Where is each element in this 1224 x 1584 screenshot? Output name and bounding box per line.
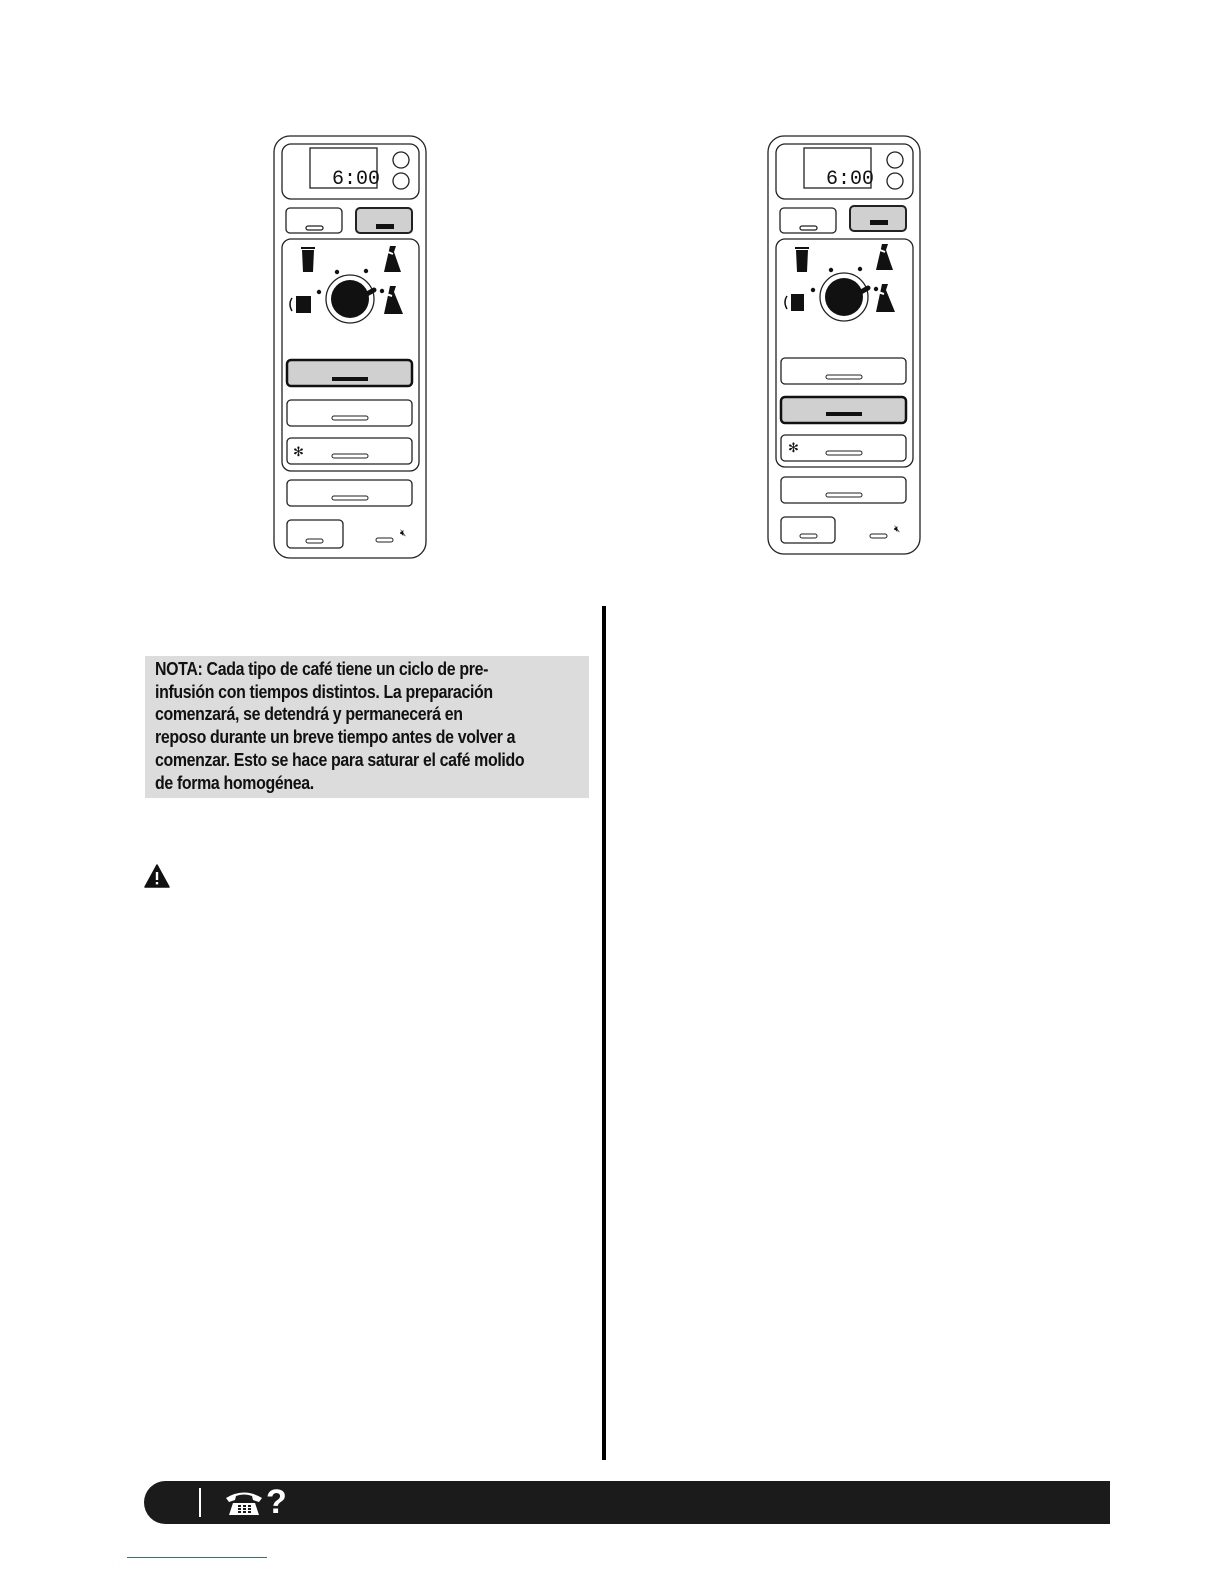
- mute-symbol: 🔇︎: [400, 528, 407, 539]
- display-time-text: 6:00: [332, 168, 381, 191]
- option-rows: [287, 360, 412, 548]
- note-line: comenzar. Esto se hace para saturar el café molido: [155, 748, 525, 770]
- option-row-2: [287, 400, 412, 426]
- note-box: [145, 656, 589, 798]
- control-panel-illustration-right: [766, 134, 924, 562]
- top-left-indicator: [306, 226, 323, 230]
- control-panel-illustration-left: [272, 134, 430, 562]
- display-time-text: 6:00: [826, 168, 875, 191]
- option-row-2-highlighted: [781, 397, 906, 423]
- help-glyph: ?: [266, 1483, 287, 1521]
- note-line: reposo durante un breve tiempo antes de volver a: [155, 726, 516, 748]
- warning-icon: [144, 864, 170, 888]
- ice-symbol: ✻: [293, 445, 304, 460]
- option-rows: [781, 358, 906, 543]
- size-selector: [785, 244, 895, 321]
- bottom-button: [287, 520, 343, 548]
- option-row-3: [287, 438, 412, 464]
- svg-text:🔇︎: 🔇︎: [894, 524, 901, 535]
- brew-section: [282, 239, 419, 471]
- size-selector: [290, 246, 403, 323]
- top-left-button: [286, 208, 342, 233]
- hour-knob: [393, 152, 409, 168]
- note-line: NOTA: Cada tipo de café tiene un ciclo de pre-: [155, 658, 489, 679]
- top-right-button: [356, 208, 412, 233]
- footer-separator: [199, 1488, 201, 1517]
- footer-link-underline: [127, 1557, 267, 1558]
- svg-text:✻: ✻: [788, 441, 799, 456]
- note-text: [155, 658, 589, 794]
- phone-icon: [224, 1489, 264, 1517]
- footer-bar: [144, 1481, 1110, 1524]
- column-divider: [602, 606, 606, 1460]
- option-row-4: [287, 480, 412, 506]
- note-line: comenzará, se detendrá y permanecerá en: [155, 703, 463, 725]
- option-row-1-highlighted: [287, 360, 412, 386]
- note-line: infusión con tiempos distintos. La preparación: [155, 680, 493, 702]
- note-line: de forma homogénea.: [155, 771, 314, 793]
- min-knob: [393, 173, 409, 189]
